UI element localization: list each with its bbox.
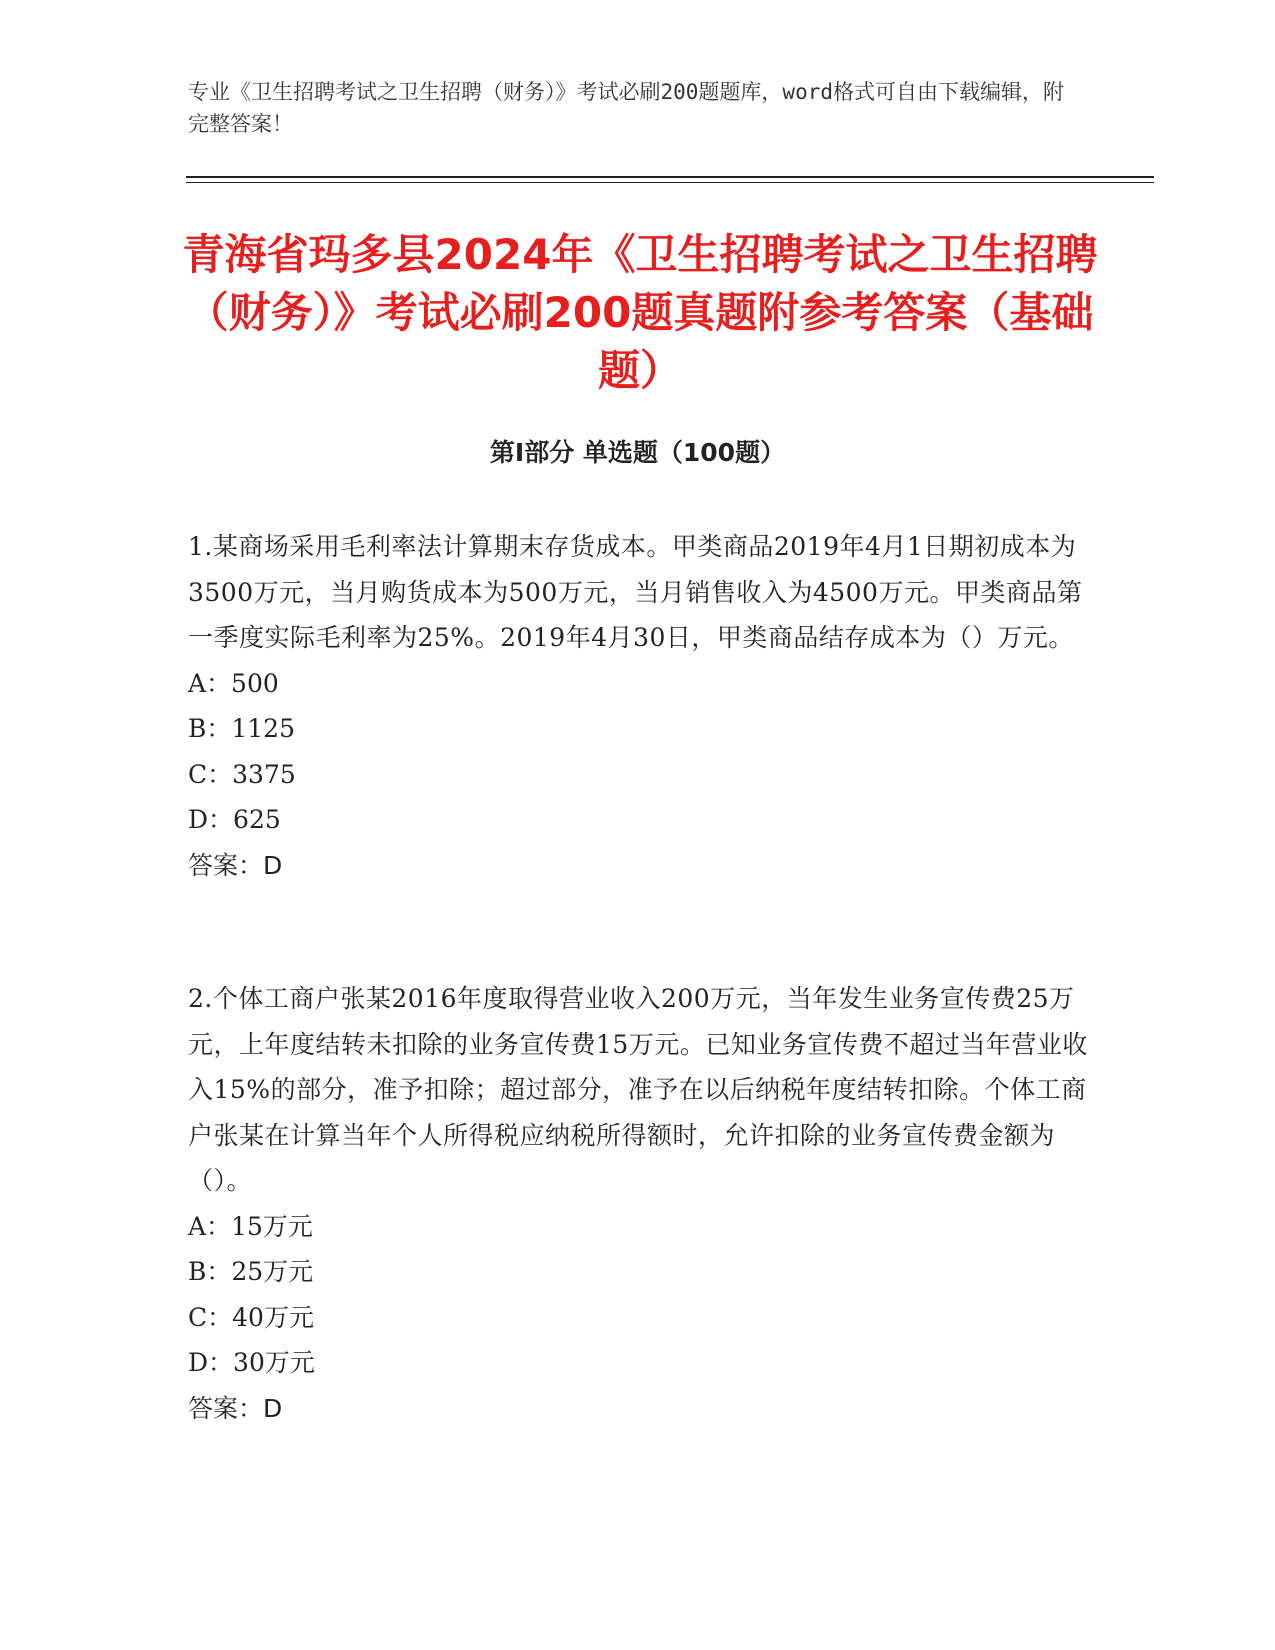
question-stem: 1.某商场采用毛利率法计算期末存货成本。甲类商品2019年4月1日期初成本为3500万元，当月购货成本为500万元，当月销售收入为4500万元。甲类商品第一季度实际毛利率为25%。2019年4月30日，甲类商品结存成本为（）万元。 [188, 532, 1083, 652]
answer: 答案：D [188, 1393, 283, 1423]
option-a: A：15万元 [188, 1211, 313, 1241]
document-title: 青海省玛多县2024年《卫生招聘考试之卫生招聘（财务）》考试必刷200题真题附参考答案（基础题） [182, 230, 1098, 395]
option-b: B：1125 [188, 714, 295, 743]
answer: 答案：D [188, 850, 283, 880]
option-c: C：3375 [188, 759, 296, 789]
header-divider-thin [186, 182, 1154, 183]
question-1 [188, 524, 1088, 888]
question-stem: 2.个体工商户张某2016年度取得营业收入200万元，当年发生业务宣传费25万元，上年度结转未扣除的业务宣传费15万元。已知业务宣传费不超过当年营业收入15%的部分，准予扣除；超过部分，准予在以后纳税年度结转扣除。个体工商户张某在计算当年个人所得税应纳税所得额时，允许扣除的业务宣传费金额为（）。 [188, 984, 1088, 1195]
question-2 [188, 976, 1088, 1431]
header-note: 专业《卫生招聘考试之卫生招聘（财务）》考试必刷200题题库，word格式可自由下载编辑，附完整答案！ [188, 80, 1064, 136]
header-divider-thick [186, 176, 1154, 178]
option-a: A：500 [188, 668, 279, 698]
option-d: D：30万元 [188, 1348, 315, 1377]
section-title: 第I部分 单选题（100题） [489, 438, 786, 467]
option-c: C：40万元 [188, 1302, 314, 1332]
option-b: B：25万元 [188, 1257, 314, 1286]
option-d: D：625 [188, 805, 281, 834]
